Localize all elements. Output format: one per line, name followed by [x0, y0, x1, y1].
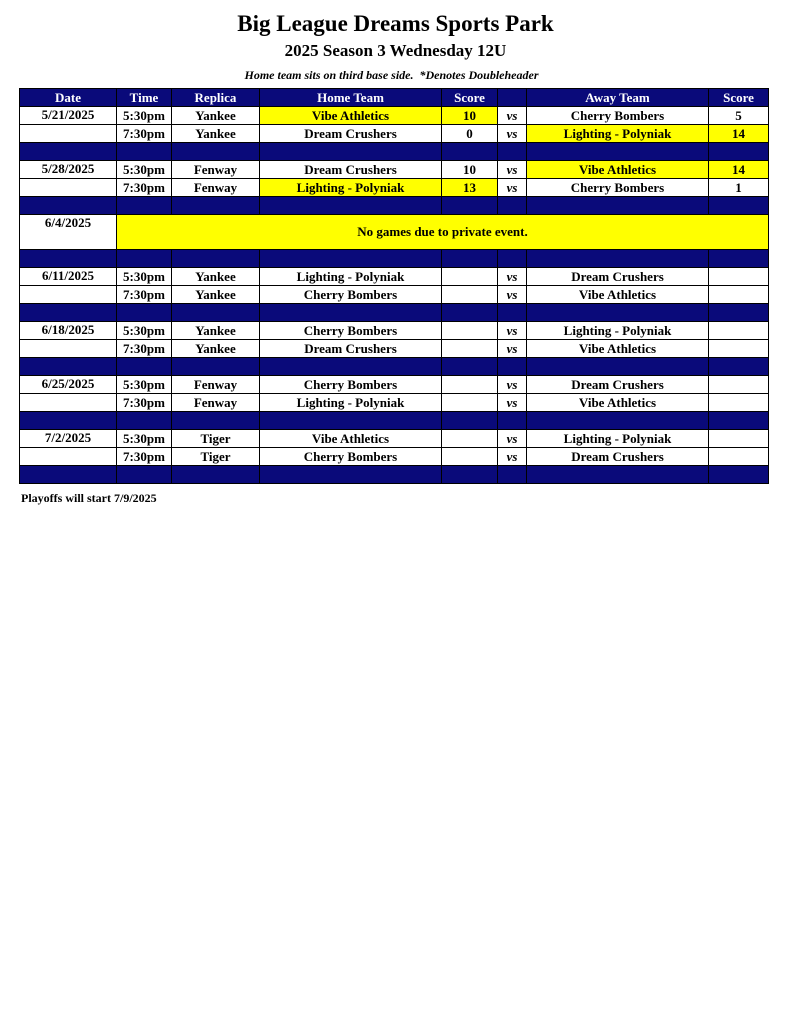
table-row	[20, 215, 769, 250]
page-title: Big League Dreams Sports Park	[237, 11, 554, 36]
time-cell: 5:30pm	[117, 107, 172, 125]
page-subtitle: 2025 Season 3 Wednesday 12U	[284, 41, 507, 60]
vs-cell: vs	[498, 161, 527, 179]
away-team-cell: Dream Crushers	[527, 268, 709, 286]
home-team-cell: Cherry Bombers	[260, 448, 442, 466]
home-team-cell: Cherry Bombers	[260, 376, 442, 394]
separator-row	[20, 197, 769, 215]
private-event-notice: No games due to private event.	[117, 215, 769, 250]
away-team-cell: Vibe Athletics	[527, 340, 709, 358]
away-score-cell	[709, 376, 769, 394]
away-score-cell: 1	[709, 179, 769, 197]
time-cell: 7:30pm	[117, 286, 172, 304]
column-header-home-score: Score	[442, 89, 498, 107]
table-row	[20, 179, 769, 197]
vs-cell: vs	[498, 268, 527, 286]
date-cell-empty	[20, 394, 117, 412]
away-score-cell	[709, 340, 769, 358]
home-team-note: Home team sits on third base side. *Denotes Doubleheader	[244, 68, 539, 82]
time-cell: 5:30pm	[117, 322, 172, 340]
home-score-cell: 13	[442, 179, 498, 197]
home-team-cell: Dream Crushers	[260, 125, 442, 143]
date-cell: 6/11/2025	[20, 268, 117, 286]
vs-cell: vs	[498, 448, 527, 466]
away-score-cell: 14	[709, 125, 769, 143]
table-row	[20, 286, 769, 304]
column-header-away-team: Away Team	[527, 89, 709, 107]
separator-row	[20, 358, 769, 376]
column-header-home-team: Home Team	[260, 89, 442, 107]
home-team-cell: Cherry Bombers	[260, 286, 442, 304]
home-score-cell	[442, 394, 498, 412]
time-cell: 7:30pm	[117, 125, 172, 143]
date-cell: 6/25/2025	[20, 376, 117, 394]
replica-cell: Tiger	[172, 430, 260, 448]
home-score-cell: 10	[442, 161, 498, 179]
vs-cell: vs	[498, 125, 527, 143]
replica-cell: Fenway	[172, 161, 260, 179]
home-team-cell: Vibe Athletics	[260, 430, 442, 448]
vs-cell: vs	[498, 430, 527, 448]
table-row	[20, 394, 769, 412]
table-row	[20, 430, 769, 448]
home-team-cell: Cherry Bombers	[260, 322, 442, 340]
column-header-time: Time	[117, 89, 172, 107]
away-team-cell: Dream Crushers	[527, 376, 709, 394]
header-row	[20, 89, 769, 107]
away-score-cell	[709, 430, 769, 448]
replica-cell: Yankee	[172, 107, 260, 125]
table-row	[20, 448, 769, 466]
vs-cell: vs	[498, 322, 527, 340]
table-row	[20, 340, 769, 358]
date-cell-empty	[20, 125, 117, 143]
date-cell-empty	[20, 448, 117, 466]
away-score-cell	[709, 286, 769, 304]
separator-row	[20, 250, 769, 268]
time-cell: 7:30pm	[117, 340, 172, 358]
away-team-cell: Cherry Bombers	[527, 107, 709, 125]
column-header-date: Date	[20, 89, 117, 107]
replica-cell: Yankee	[172, 125, 260, 143]
home-team-cell: Lighting - Polyniak	[260, 394, 442, 412]
separator-row	[20, 466, 769, 484]
home-team-cell: Lighting - Polyniak	[260, 268, 442, 286]
replica-cell: Fenway	[172, 376, 260, 394]
table-row	[20, 322, 769, 340]
home-score-cell	[442, 268, 498, 286]
home-score-cell	[442, 322, 498, 340]
replica-cell: Yankee	[172, 268, 260, 286]
home-score-cell: 0	[442, 125, 498, 143]
home-team-cell: Dream Crushers	[260, 340, 442, 358]
vs-cell: vs	[498, 107, 527, 125]
time-cell: 7:30pm	[117, 448, 172, 466]
away-team-cell: Dream Crushers	[527, 448, 709, 466]
vs-cell: vs	[498, 394, 527, 412]
table-row	[20, 376, 769, 394]
away-score-cell	[709, 448, 769, 466]
table-row	[20, 161, 769, 179]
away-team-cell: Vibe Athletics	[527, 394, 709, 412]
home-score-cell	[442, 286, 498, 304]
home-score-cell: 10	[442, 107, 498, 125]
away-team-cell: Lighting - Polyniak	[527, 125, 709, 143]
separator-row	[20, 304, 769, 322]
replica-cell: Tiger	[172, 448, 260, 466]
away-team-cell: Vibe Athletics	[527, 286, 709, 304]
date-cell-empty	[20, 179, 117, 197]
away-team-cell: Lighting - Polyniak	[527, 430, 709, 448]
vs-cell: vs	[498, 340, 527, 358]
date-cell: 5/21/2025	[20, 107, 117, 125]
time-cell: 5:30pm	[117, 268, 172, 286]
time-cell: 5:30pm	[117, 430, 172, 448]
schedule-table	[19, 88, 769, 484]
home-score-cell	[442, 430, 498, 448]
home-team-cell: Lighting - Polyniak	[260, 179, 442, 197]
playoffs-note: Playoffs will start 7/9/2025	[21, 491, 157, 505]
date-cell: 6/4/2025	[20, 215, 117, 250]
away-score-cell	[709, 268, 769, 286]
home-score-cell	[442, 376, 498, 394]
home-team-cell: Vibe Athletics	[260, 107, 442, 125]
replica-cell: Yankee	[172, 340, 260, 358]
column-header-away-score: Score	[709, 89, 769, 107]
separator-row	[20, 412, 769, 430]
time-cell: 7:30pm	[117, 394, 172, 412]
away-team-cell: Cherry Bombers	[527, 179, 709, 197]
separator-row	[20, 143, 769, 161]
time-cell: 5:30pm	[117, 376, 172, 394]
vs-cell: vs	[498, 179, 527, 197]
date-cell: 7/2/2025	[20, 430, 117, 448]
away-score-cell: 14	[709, 161, 769, 179]
column-header-replica: Replica	[172, 89, 260, 107]
vs-cell: vs	[498, 286, 527, 304]
replica-cell: Fenway	[172, 179, 260, 197]
column-header-vs	[498, 89, 527, 107]
home-score-cell	[442, 448, 498, 466]
table-row	[20, 268, 769, 286]
away-score-cell	[709, 322, 769, 340]
vs-cell: vs	[498, 376, 527, 394]
away-team-cell: Vibe Athletics	[527, 161, 709, 179]
time-cell: 7:30pm	[117, 179, 172, 197]
date-cell-empty	[20, 340, 117, 358]
away-score-cell: 5	[709, 107, 769, 125]
date-cell-empty	[20, 286, 117, 304]
replica-cell: Yankee	[172, 322, 260, 340]
date-cell: 6/18/2025	[20, 322, 117, 340]
home-team-cell: Dream Crushers	[260, 161, 442, 179]
table-row	[20, 107, 769, 125]
date-cell: 5/28/2025	[20, 161, 117, 179]
away-team-cell: Lighting - Polyniak	[527, 322, 709, 340]
replica-cell: Yankee	[172, 286, 260, 304]
away-score-cell	[709, 394, 769, 412]
table-row	[20, 125, 769, 143]
time-cell: 5:30pm	[117, 161, 172, 179]
replica-cell: Fenway	[172, 394, 260, 412]
home-score-cell	[442, 340, 498, 358]
